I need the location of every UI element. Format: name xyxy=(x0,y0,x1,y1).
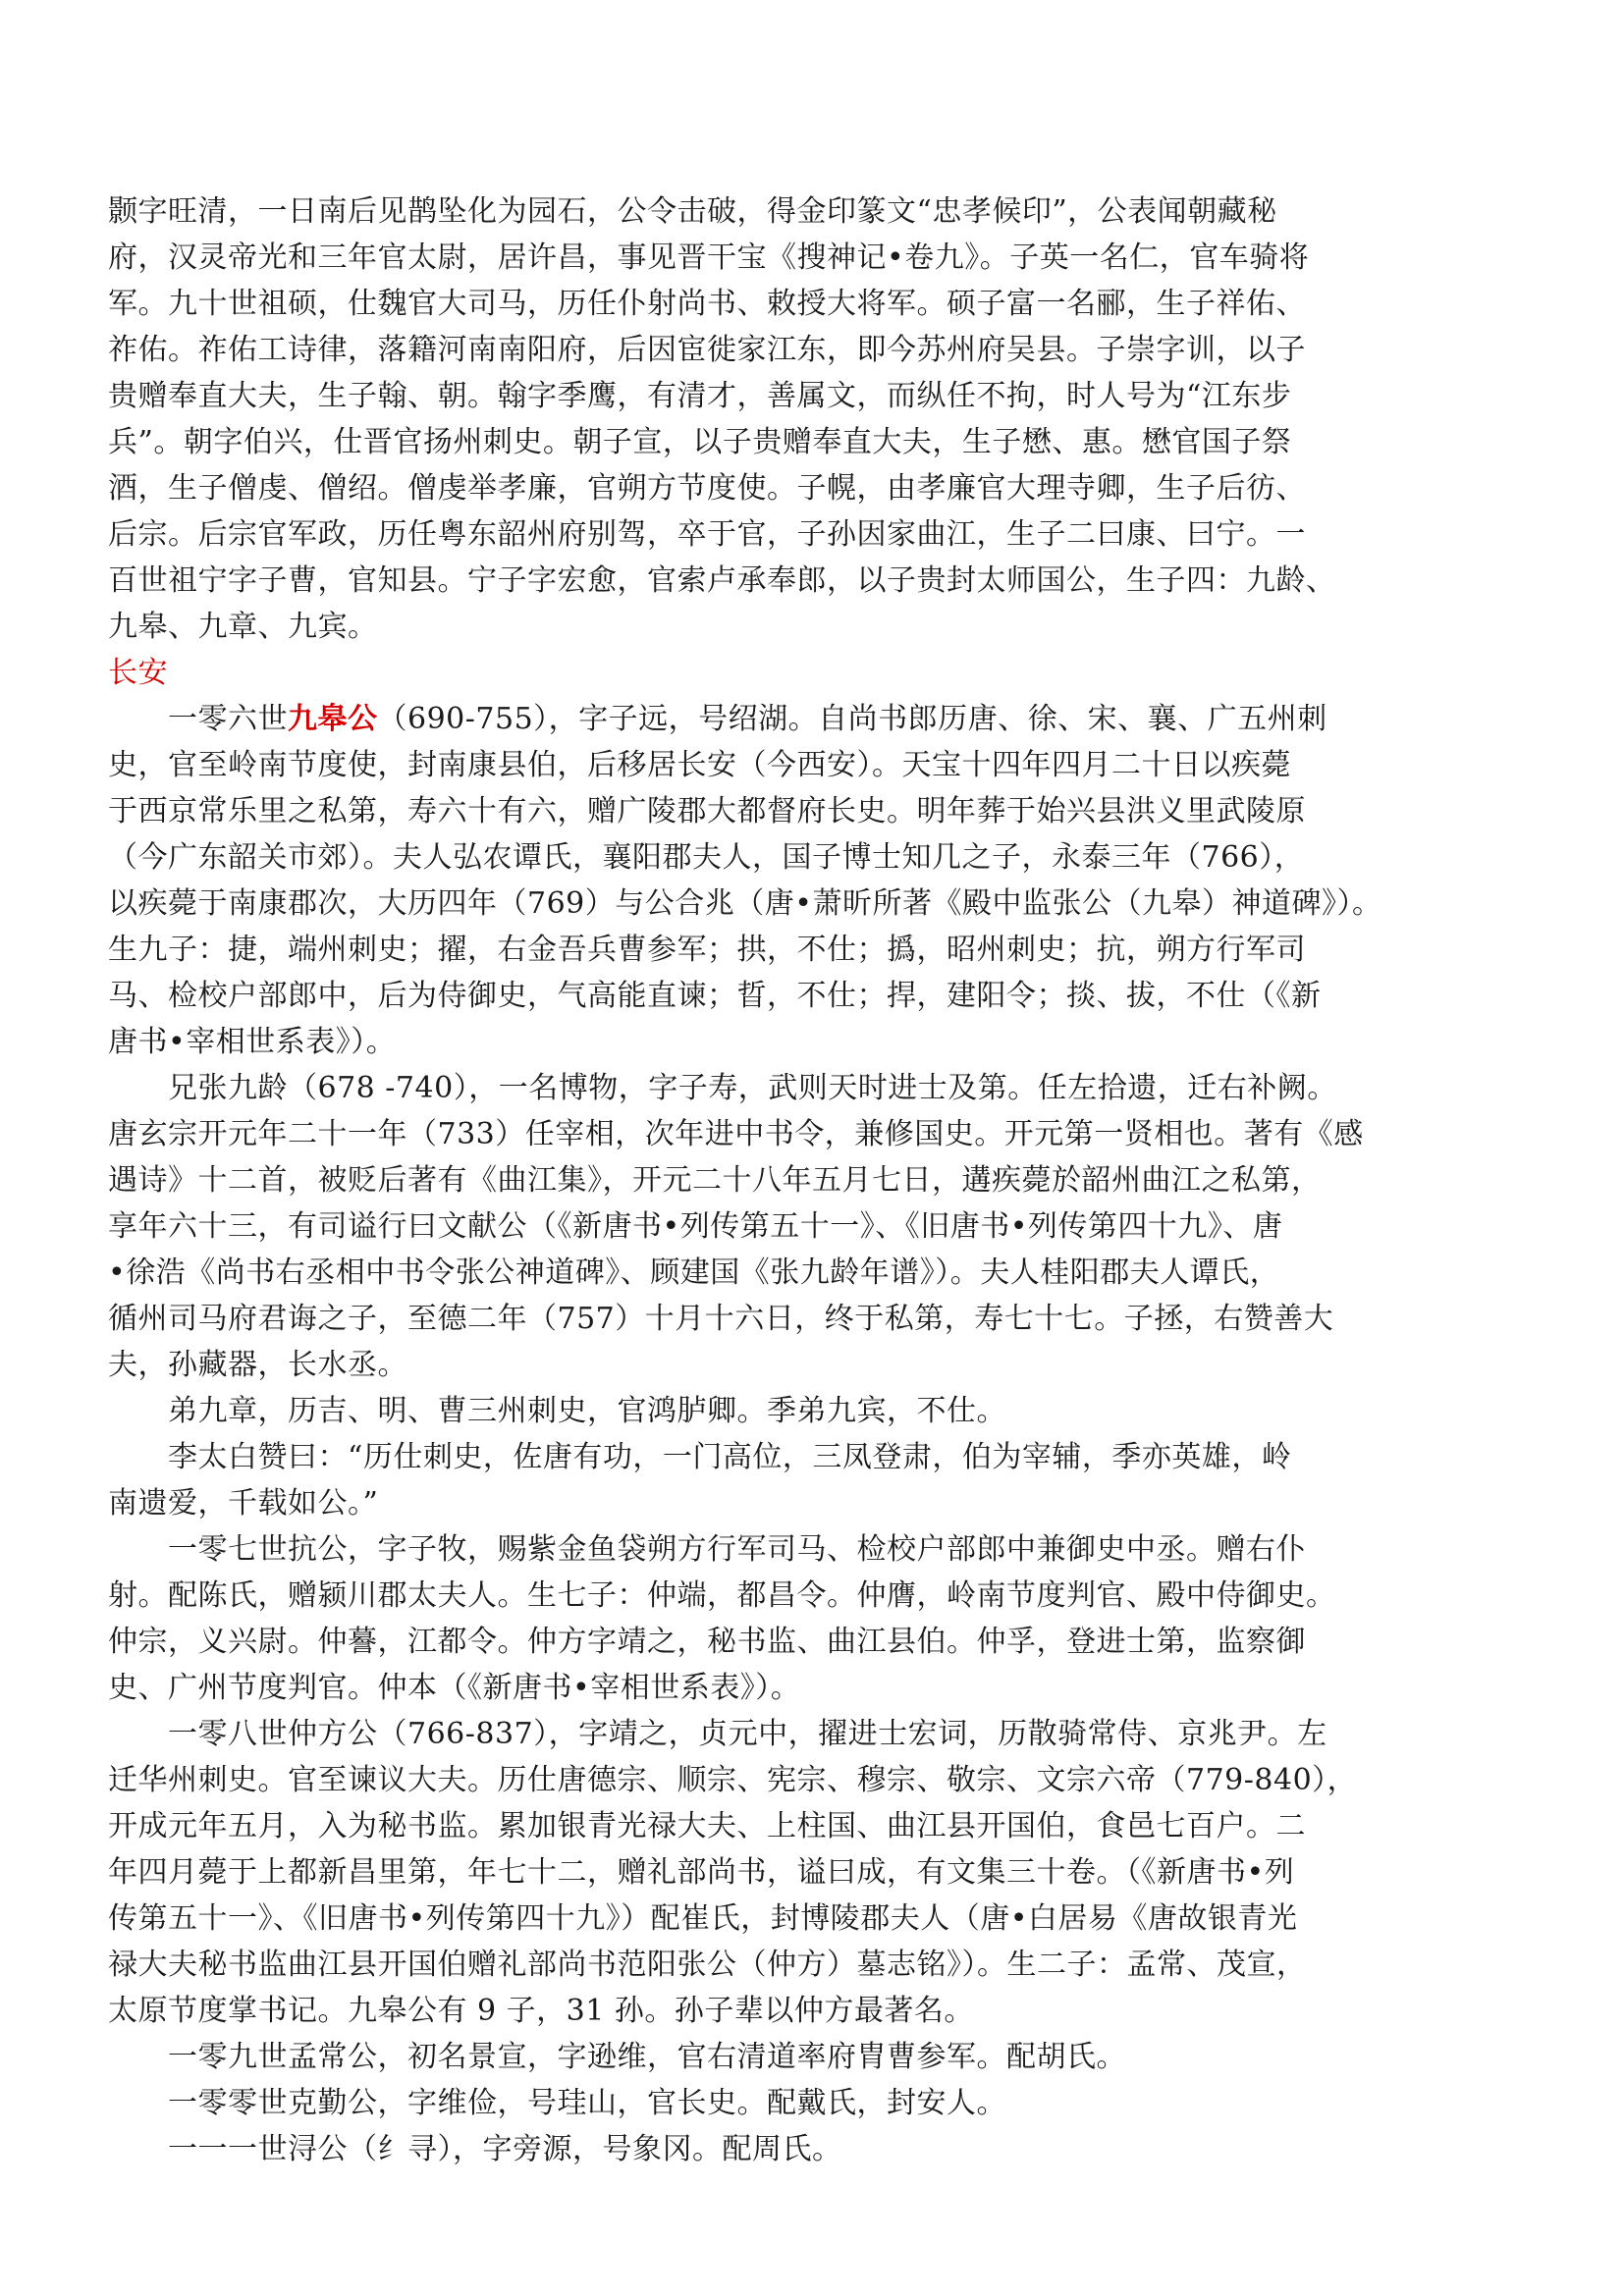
line-text: （690-755），字子远，号绍湖。自尚书郎历唐、徐、宋、襄、广五州刺 xyxy=(377,702,1327,736)
text-line: 颢字旺清，一日南后见鹊坠化为园石，公令击破，得金印篆文“忠孝候印”，公表闻朝藏秘 xyxy=(108,194,1277,229)
text-line: 仲宗，义兴尉。仲謩，江都令。仲方字靖之，秘书监、曲江县伯。仲孚，登进士第，监察御 xyxy=(108,1625,1306,1659)
text-line: 李太白赞曰：“历仕刺史，佐唐有功，一门高位，三凤登肃，伯为宰辅，季亦英雄，岭 xyxy=(108,1440,1292,1474)
text-line: （今广东韶关市郊）。夫人弘农谭氏，襄阳郡夫人，国子博士知几之子，永泰三年（766）， xyxy=(108,840,1305,875)
text-line: 百世祖宁字子曹，官知县。宁子字宏愈，官索卢承奉郎，以子贵封太师国公，生子四：九龄、 xyxy=(108,563,1336,598)
text-line: 夫，孙藏器，长水丞。 xyxy=(108,1348,407,1382)
text-line: 唐玄宗开元年二十一年（733）任宰相，次年进中书令，兼修国史。开元第一贤相也。著有《感 xyxy=(108,1117,1364,1151)
text-line: 祚佑。祚佑工诗律，落籍河南南阳府，后因宦徙家江东，即今苏州府吴县。子崇字训，以子 xyxy=(108,333,1306,367)
text-line: 史，官至岭南节度使，封南康县伯，后移居长安（今西安）。天宝十四年四月二十日以疾薨 xyxy=(108,748,1291,782)
text-line: 禄大夫秘书监曲江县开国伯赠礼部尚书范阳张公（仲方）墓志铭》）。生二子：孟常、茂宣， xyxy=(108,1948,1307,1982)
section-heading: 长安 xyxy=(108,656,168,690)
text-line: 一零八世仲方公（766-837），字靖之，贞元中，擢进士宏词，历散骑常侍、京兆尹。左 xyxy=(108,1717,1327,1751)
text-line: 弟九章，历吉、明、曹三州刺史，官鸿胪卿。季弟九宾，不仕。 xyxy=(108,1394,1006,1428)
text-line: 循州司马府君诲之子，至德二年（757）十月十六日，终于私第，寿七十七。子拯，右赞善大 xyxy=(108,1302,1334,1336)
line-prefix: 一零六世 xyxy=(108,702,288,736)
text-line: 开成元年五月，入为秘书监。累加银青光禄大夫、上柱国、曲江县开国伯，食邑七百户。二 xyxy=(108,1809,1306,1843)
text-line: 太原节度掌书记。九皋公有 9 子，31 孙。孙子辈以仲方最著名。 xyxy=(108,1994,974,2028)
text-line: 九皋、九章、九宾。 xyxy=(108,610,378,644)
text-line: 一零七世抗公，字子牧，赐紫金鱼袋朔方行军司马、检校户部郎中兼御史中丞。赠右仆 xyxy=(108,1532,1306,1567)
text-line: 史、广州节度判官。仲本（《新唐书•宰相世系表》）。 xyxy=(108,1671,801,1705)
text-line: 年四月薨于上都新昌里第，年七十二，赠礼部尚书，谥曰成，有文集三十卷。（《新唐书•列 xyxy=(108,1855,1295,1890)
text-line: 一零九世孟常公，初名景宣，字逊维，官右清道率府胄曹参军。配胡氏。 xyxy=(108,2040,1126,2074)
text-line: 后宗。后宗官军政，历任粤东韶州府别驾，卒于官，子孙因家曲江，生子二曰康、曰宁。一 xyxy=(108,517,1306,552)
text-line: 南遗爱，千载如公。” xyxy=(108,1486,379,1521)
text-line: 生九子：捷，端州刺史；擢，右金吾兵曹参军；拱，不仕；撝，昭州刺史；抗，朔方行军司 xyxy=(108,933,1306,967)
text-line: 遇诗》十二首，被贬后著有《曲江集》，开元二十八年五月七日，遘疾薨於韶州曲江之私第， xyxy=(108,1163,1322,1198)
text-line: 传第五十一》、《旧唐书•列传第四十九》）配崔氏，封博陵郡夫人（唐•白居易《唐故银青光 xyxy=(108,1901,1298,1936)
text-line: 兵”。朝字伯兴，仕晋官扬州刺史。朝子宣，以子贵赠奉直大夫，生子懋、惠。懋官国子祭 xyxy=(108,425,1292,459)
text-line: •徐浩《尚书右丞相中书令张公神道碑》、顾建国《张九龄年谱》）。夫人桂阳郡夫人谭氏， xyxy=(108,1255,1280,1290)
text-line: 军。九十世祖硕，仕魏官大司马，历任仆射尚书、敕授大将军。硕子富一名郦，生子祥佑、 xyxy=(108,287,1306,321)
text-line: 一一一世浔公（纟寻），字旁源，号象冈。配周氏。 xyxy=(108,2132,842,2166)
text-line: 以疾薨于南康郡次，大历四年（769）与公合兆（唐•萧昕所著《殿中监张公（九皋）神道碑》）。 xyxy=(108,886,1382,921)
text-line: 兄张九龄（678 -740），一名博物，字子寿，武则天时进士及第。任左拾遗，迁右补阙。 xyxy=(108,1071,1337,1105)
text-line: 唐书•宰相世系表》）。 xyxy=(108,1025,397,1059)
text-line: 酒，生子僧虔、僧绍。僧虔举孝廉，官朔方节度使。子幌，由孝廉官大理寺卿，生子后彷、 xyxy=(108,471,1306,506)
text-line: 迁华州刺史。官至谏议大夫。历仕唐德宗、顺宗、宪宗、穆宗、敬宗、文宗六帝（779-840）， xyxy=(108,1763,1358,1797)
text-line: 享年六十三，有司谥行曰文献公（《新唐书•列传第五十一》、《旧唐书•列传第四十九》、唐 xyxy=(108,1209,1283,1244)
text-line: 贵赠奉直大夫，生子翰、朝。翰字季鹰，有清才，善属文，而纵任不拘，时人号为“江东步 xyxy=(108,379,1292,413)
genealogy-text-body xyxy=(108,188,1516,2172)
text-line: 射。配陈氏，赠颍川郡太夫人。生七子：仲端，都昌令。仲膺，岭南节度判官、殿中侍御史。 xyxy=(108,1578,1336,1613)
text-line: 马、检校户部郎中，后为侍御史，气高能直谏；晢，不仕；捍，建阳令；掞、拔，不仕（《新 xyxy=(108,979,1322,1013)
text-line: 府，汉灵帝光和三年官太尉，居许昌，事见晋干宝《搜神记•卷九》。子英一名仁，官车骑将 xyxy=(108,240,1310,275)
text-line: 于西京常乐里之私第，寿六十有六，赠广陵郡大都督府长史。明年葬于始兴县洪义里武陵原 xyxy=(108,794,1306,828)
highlighted-name: 九皋公 xyxy=(288,702,378,736)
text-line: 一零零世克勤公，字维俭，号珪山，官长史。配戴氏，封安人。 xyxy=(108,2086,1006,2120)
text-line xyxy=(108,696,1516,742)
